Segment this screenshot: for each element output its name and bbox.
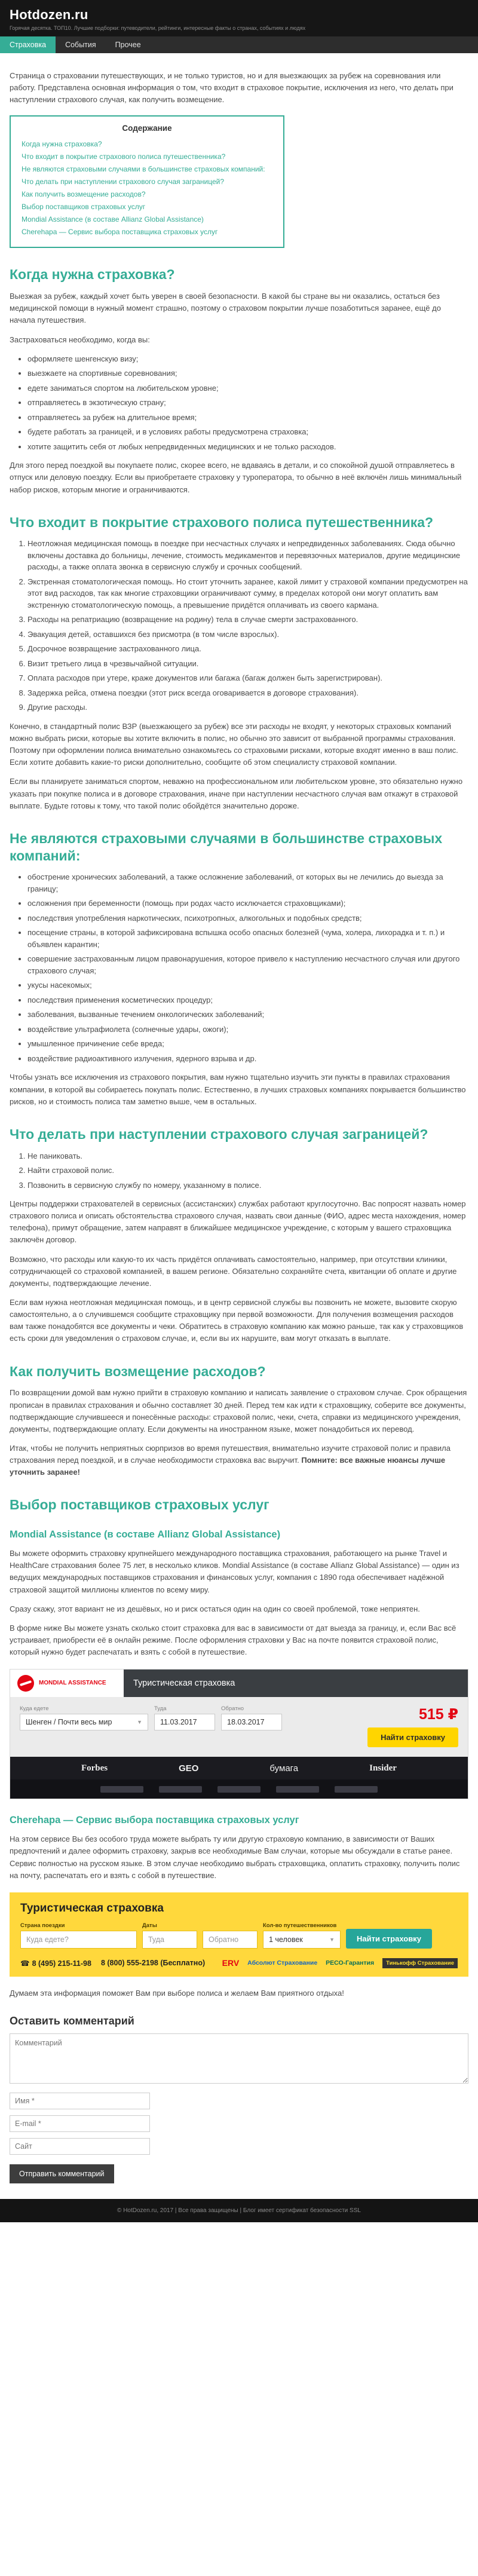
- partner-logo-placeholder: [159, 1786, 202, 1793]
- paragraph: Центры поддержки страхователей в сервисных (ассистанских) службах работают круглосуточно. Вас попросят назвать номер страхового полиса и описать обстоятельства страхового случая, назвать свои данные (ФИО, адрес места нахождения, номер телефона), примут обращение, затем направят в ближайшее медицинское учреждение, с которым у вашего страховщика заключён договор.: [10, 1199, 466, 1245]
- toc-link-8[interactable]: Cherehapa — Сервис выбора поставщика страховых услуг: [22, 228, 218, 237]
- list-item: 8. Задержка рейса, отмена поездки (этот риск всегда оговаривается в договоре страхования).: [27, 687, 468, 699]
- partner-logo-placeholder: [276, 1786, 319, 1793]
- country-field-group: [20, 1922, 137, 1949]
- date-from-label: Туда: [154, 1705, 167, 1713]
- copyright-text: © HotDozen.ru, 2017 | Все права защищены | Блог имеет сертификат безопасности SSL: [117, 2207, 361, 2214]
- section-title-when: Когда нужна страховка?: [10, 267, 175, 283]
- list-item: • оформляете шенгенскую визу;: [27, 353, 468, 365]
- list-item: • отправляетесь за рубеж на длительное время;: [27, 412, 468, 424]
- comment-section-title: Оставить комментарий: [10, 2014, 134, 2027]
- table-of-contents: [10, 115, 284, 248]
- site-field[interactable]: [10, 2138, 150, 2155]
- phone-icon: ☎: [20, 1959, 30, 1968]
- article: [0, 53, 478, 2199]
- list-item: • хотите защитить себя от любых непредвиденных медицинских и не только расходов.: [27, 441, 468, 453]
- list-item: • совершение застрахованным лицом правонарушения, которое привело к наступлению несчастного случая или другого страхового случая;: [27, 953, 468, 976]
- nav-tab-other[interactable]: Прочее: [115, 41, 141, 49]
- list-item: • воздействие ультрафиолета (солнечные удары, ожоги);: [27, 1024, 468, 1036]
- mondial-widget: [10, 1669, 468, 1799]
- geo-logo: GEO: [179, 1763, 199, 1774]
- site-header: [0, 0, 478, 36]
- mondial-logo-text: MONDIAL ASSISTANCE: [39, 1680, 106, 1687]
- paragraph: По возвращении домой вам нужно прийти в страховую компанию и написать заявление о страховом случае. Срок обращения прописан в правилах страхования и обычно составляет 30 дней. Перед тем как идти к страховщику, соберите все документы, подтверждающие случившееся и понесённые расходы: страховой полис, чеки, счета, справки из медицинского учреждения, документы, подтверждающие оплату. Если документы на иностранном языке, может понадобиться их перевод.: [10, 1388, 467, 1434]
- section-title-coverage: Что входит в покрытие страхового полиса путешественника?: [10, 514, 434, 530]
- list-item: • последствия употребления наркотических, психотропных, алкогольных и подобных средств;: [27, 912, 468, 924]
- comment-section: [10, 2015, 468, 2195]
- paragraph-text: Итак, чтобы не получить неприятных сюрпризов во время путешествия, внимательно изучите страховой полис и правила страхования перед поездкой, и в случае необходимости страховка вас выручит.: [10, 1443, 451, 1465]
- list-item: 9. Другие расходы.: [27, 702, 468, 713]
- list-item: 2. Экстренная стоматологическая помощь. Но стоит уточнить заранее, какой лимит у страховой компании предусмотрен на этот вид расходов, так как многие страховщики ограничивают сумму, в пределах которой они могут оплатить вам экстренную стоматологическую помощь, а превышение придётся оплачивать из своего кармана.: [27, 576, 468, 611]
- travelers-select[interactable]: [263, 1931, 341, 1949]
- phone-number-2: 8 (800) 555-2198 (Бесплатно): [100, 1959, 206, 1968]
- paragraph: Вы можете оформить страховку крупнейшего международного поставщика страхования, работающего на рынке Travel и HealthCare страхования более 75 лет, в несколько кликов. Mondial Assistance (в составе Allianz Global Assistance) — один из ведущих международных поставщиков страхования и финансовых услуг, компания с 1890 года обеспечивает надёжной страховой защитой миллионы клиентов по всему миру.: [10, 1549, 459, 1594]
- dates-field-group: [142, 1922, 197, 1949]
- destination-label: Куда едете: [20, 1705, 49, 1713]
- toc-title: Содержание: [122, 124, 172, 133]
- forbes-logo: Forbes: [81, 1763, 108, 1773]
- absolut-logo: Абсолют Страхование: [247, 1959, 318, 1967]
- paragraph: Если вы планируете заниматься спортом, неважно на профессиональном или любительском уровне, это обязательно нужно указать при покупке полиса и в договоре страхования, иначе при наступлении несчастного случая вам откажут в страховой выплате. Будьте готовы к тому, что такой полис обойдётся значительно дороже.: [10, 777, 463, 810]
- list-item: • последствия применения косметических процедур;: [27, 994, 468, 1006]
- section-title-providers: Выбор поставщиков страховых услуг: [10, 1497, 269, 1513]
- paragraph: Конечно, в стандартный полис ВЗР (выезжающего за рубеж) все эти расходы не входят, у некоторых страховых компаний можно выбрать риски, которые вы хотите включить в полис, но обычно это зависит от выбранной программы страхования. Поэтому при оформлении полиса внимательно ознакомьтесь со страховыми рисками, которые входят именно в ваш полис. Если хотите добавить какие-то риски дополнительно, сообщите об этом специалисту страховой компании.: [10, 721, 458, 767]
- list-item: • посещение страны, в которой зафиксирована вспышка особо опасных болезней (чума, холера, лихорадка и т. п.) и объявлен карантин;: [27, 927, 468, 950]
- comment-textarea[interactable]: [10, 2033, 468, 2084]
- list-item: 6. Визит третьего лица в чрезвычайной ситуации.: [27, 658, 468, 670]
- chevron-down-icon: ▼: [329, 1936, 335, 1943]
- insider-logo: Insider: [369, 1763, 397, 1773]
- paragraph: Сразу скажу, этот вариант не из дешёвых, но и риск остаться один на один со своей проблемой, тоже неприятен.: [10, 1604, 420, 1613]
- date-to-field-group: [203, 1922, 258, 1949]
- closing-paragraph: Думаем эта информация поможет Вам при выборе полиса и желаем Вам приятного отдыха!: [10, 1988, 344, 1998]
- section-title-reimbursement: Как получить возмещение расходов?: [10, 1363, 266, 1379]
- subsection-title-mondial: Mondial Assistance (в составе Allianz Global Assistance): [10, 1529, 281, 1540]
- find-insurance-button[interactable]: Найти страховку: [346, 1929, 432, 1949]
- find-insurance-button[interactable]: Найти страховку: [367, 1727, 458, 1747]
- site-footer: [0, 2199, 478, 2222]
- paragraph: Возможно, что расходы или какую-то их часть придётся оплачивать самостоятельно, например, при отсутствии клиники, сотрудничающей со страховой компанией, в вашем регионе. Обязательно сохраняйте счета, квитанции об оплате и другие документы, подтверждающие лечение.: [10, 1254, 457, 1288]
- toc-link-5[interactable]: Как получить возмещение расходов?: [22, 190, 146, 199]
- list-item: • укусы насекомых;: [27, 979, 468, 991]
- date-from-picker[interactable]: [154, 1714, 215, 1730]
- list-item: • едете заниматься спортом на любительском уровне;: [27, 382, 468, 394]
- destination-select[interactable]: [20, 1714, 148, 1730]
- exclusions-list: [10, 871, 468, 1064]
- list-item: • выезжаете на спортивные соревнования;: [27, 367, 468, 379]
- list-item: 3. Расходы на репатриацию (возвращение на родину) тела в случае смерти застрахованного.: [27, 614, 468, 626]
- travelers-value: 1 человек: [269, 1935, 303, 1944]
- name-field[interactable]: [10, 2093, 150, 2109]
- main-nav: [0, 36, 478, 53]
- paragraph: Для этого перед поездкой вы покупаете полис, скорее всего, не вдаваясь в детали, и со спокойной душой отправляетесь в отпуск или деловую поездку. Если вы приобретаете страховку у туроператора, то обычно в неё включён лишь минимальный набор рисков, которым многие и ограничиваются.: [10, 461, 462, 494]
- list-item: • будете работать за границей, и в условиях работы предусмотрена страховка;: [27, 426, 468, 438]
- widget-header-title: Туристическая страховка: [124, 1670, 468, 1697]
- paragraph: На этом сервисе Вы без особого труда можете выбрать ту или другую страховую компанию, в зависимости от Ваших предпочтений и далее оформить страховку, закрыв все необходимые Вам случаи, которые мы обсуждали в статье ранее. Сервис полностью на русском языке. В этом случае необходимо выбрать страховщика, оплатить страховку, получить полис на почту, распечатать его и взять с собой в путешествие.: [10, 1834, 460, 1880]
- paragraph: Чтобы узнать все исключения из страхового покрытия, вам нужно тщательно изучить эти пункты в правилах страхования компании, в которой вы собираетесь покупать полис. Естественно, в лучших страховых компаниях покрывается большинство рисков, но и стоимость полиса там заметно выше, чем в остальных.: [10, 1073, 466, 1106]
- date-to-label: Обратно: [221, 1705, 244, 1713]
- paragraph-bold: Помните: все важные нюансы лучше уточнить заранее!: [10, 1456, 446, 1477]
- what-to-do-list: [10, 1150, 468, 1191]
- toc-link-4[interactable]: Что делать при наступлении страхового случая заграницей?: [22, 177, 225, 186]
- toc-link-3[interactable]: Не являются страховыми случаями в большинстве страховых компаний:: [22, 165, 265, 174]
- mondial-logo: [10, 1670, 124, 1697]
- cherehapa-widget: [10, 1892, 468, 1977]
- partner-logo-placeholder: [100, 1786, 143, 1793]
- list-item: 2. Найти страховой полис.: [27, 1165, 468, 1177]
- phone-number-1: ☎ 8 (495) 215-11-98: [20, 1959, 91, 1968]
- list-item: • отправляетесь в экзотическую страну;: [27, 397, 468, 409]
- widget-title: Туристическая страховка: [20, 1901, 164, 1915]
- chevron-down-icon: ▼: [137, 1719, 142, 1726]
- toc-link-1[interactable]: Когда нужна страховка?: [22, 140, 102, 149]
- list-item: • обострение хронических заболеваний, а также осложнение заболеваний, от которых вы не лечились до выезда за границу;: [27, 871, 468, 895]
- date-to-label: [203, 1922, 258, 1929]
- press-logos-strip: [10, 1757, 468, 1779]
- list-item: • воздействие радиоактивного излучения, ядерного взрыва и др.: [27, 1053, 468, 1065]
- bumaga-logo: бумага: [269, 1763, 299, 1774]
- coverage-list: [10, 538, 468, 713]
- reso-logo: РЕСО-Гарантия: [326, 1959, 375, 1967]
- partner-logo-placeholder: [217, 1786, 261, 1793]
- travelers-label: Кол-во путешественников: [263, 1922, 337, 1929]
- list-item: 7. Оплата расходов при утере, краже документов или багажа (багаж должен быть зарегистрирован).: [27, 672, 468, 684]
- toc-link-6[interactable]: Выбор поставщиков страховых услуг: [22, 203, 146, 212]
- paragraph: Выезжая за рубеж, каждый хочет быть уверен в своей безопасности. В какой бы стране вы ни оказались, остаться без медицинской помощи в нужный момент страшно, поэтому о страховом покрытии лучше позаботиться заранее, ещё до начала путешествия.: [10, 292, 441, 325]
- insurer-logos: [222, 1958, 458, 1968]
- paragraph: В форме ниже Вы можете узнать сколько стоит страховка для вас в зависимости от дат выезда за границу, и, если Вас всё устраивает, приобрести её в онлайн режиме. После оформления страховки у Вас на почте появится страховой полис, который нужно будет распечатать и взять с собой в путешествие.: [10, 1623, 456, 1657]
- date-to-field-group: [221, 1705, 282, 1747]
- when-needed-list: [10, 353, 468, 453]
- intro-paragraph: Страница о страховании путешествующих, и не только туристов, но и для выезжающих за рубеж на соревнования или работу. Представлена основная информация о том, что входит в страховое покрытие, исключения из него, что делать при наступлении страхового случая, как получить возмещение.: [10, 71, 454, 105]
- date-to-picker[interactable]: [221, 1714, 282, 1730]
- paragraph: Застраховаться необходимо, когда вы:: [10, 335, 150, 344]
- list-item: 3. Позвонить в сервисную службу по номеру, указанному в полисе.: [27, 1180, 468, 1191]
- list-item: 1. Не паниковать.: [27, 1150, 468, 1162]
- list-item: 1. Неотложная медицинская помощь в поездке при несчастных случаях и непредвиденных заболеваниях. Сюда обычно включены доставка до больницы, лечение, стоимость медикаментов и перевязочных материалов, другие медицинские расходы, а также оплата звонка в сервисную службу и срочных сообщений.: [27, 538, 468, 573]
- site-tagline: Горячая десятка. ТОП10. Лучшие подборки: путеводители, рейтинги, интересные факты о странах, событиях и людях: [10, 25, 306, 31]
- country-input[interactable]: [20, 1931, 137, 1949]
- paragraph: [10, 1442, 468, 1478]
- section-title-exclusions: Не являются страховыми случаями в большинстве страховых компаний:: [10, 830, 443, 863]
- subsection-title-cherehapa: Cherehapa — Сервис выбора поставщика страховых услуг: [10, 1815, 299, 1826]
- list-item: 4. Эвакуация детей, оставшихся без присмотра (в том числе взрослых).: [27, 629, 468, 641]
- toc-link-2[interactable]: Что входит в покрытие страхового полиса путешественника?: [22, 152, 226, 161]
- submit-comment-button[interactable]: Отправить комментарий: [10, 2164, 114, 2183]
- erv-logo: ERV: [222, 1958, 240, 1968]
- list-item: • заболевания, вызванные течением онкологических заболеваний;: [27, 1009, 468, 1021]
- nav-tab-events[interactable]: События: [65, 41, 96, 49]
- date-from-input[interactable]: [142, 1931, 197, 1949]
- mondial-logo-icon: [17, 1675, 34, 1692]
- destination-field-group: [20, 1705, 148, 1747]
- partner-logo-placeholder: [335, 1786, 378, 1793]
- destination-value: Шенген / Почти весь мир: [26, 1718, 112, 1727]
- date-from-value: 11.03.2017: [160, 1718, 197, 1727]
- nav-tab-insurance[interactable]: Страховка: [0, 36, 56, 53]
- price-value: 515 ₽: [418, 1706, 458, 1723]
- list-item: • осложнения при беременности (помощь при родах часто исключается страховщиками);: [27, 898, 468, 909]
- date-to-input[interactable]: [203, 1931, 258, 1949]
- email-field[interactable]: [10, 2115, 150, 2132]
- country-label: Страна поездки: [20, 1922, 65, 1929]
- list-item: 5. Досрочное возвращение застрахованного лица.: [27, 643, 468, 655]
- date-to-value: 18.03.2017: [227, 1718, 265, 1727]
- date-from-field-group: [154, 1705, 215, 1747]
- section-title-what-to-do: Что делать при наступлении страхового случая заграницей?: [10, 1126, 428, 1142]
- dates-label: Даты: [142, 1922, 157, 1929]
- travelers-field-group: [263, 1922, 341, 1949]
- partner-logos-strip: [10, 1779, 468, 1799]
- toc-link-7[interactable]: Mondial Assistance (в составе Allianz Global Assistance): [22, 215, 204, 224]
- site-title[interactable]: Hotdozen.ru: [10, 7, 88, 22]
- paragraph: Если вам нужна неотложная медицинская помощь, и в центр сервисной службы вы позвонить не можете, вызовите скорую самостоятельно, а о случившемся сообщите страховщику при первой возможности. Для получения возмещения расходов вам также понадобятся все документы и чеки. Обратитесь в страховую компанию как можно раньше, так как у страховщиков есть сроки для уведомления о страховом случае, и, если вы их нарушите, вам могут отказать в выплате.: [10, 1298, 464, 1343]
- list-item: • умышленное причинение себе вреда;: [27, 1038, 468, 1050]
- tinkoff-logo: Тинькофф Страхование: [382, 1958, 458, 1968]
